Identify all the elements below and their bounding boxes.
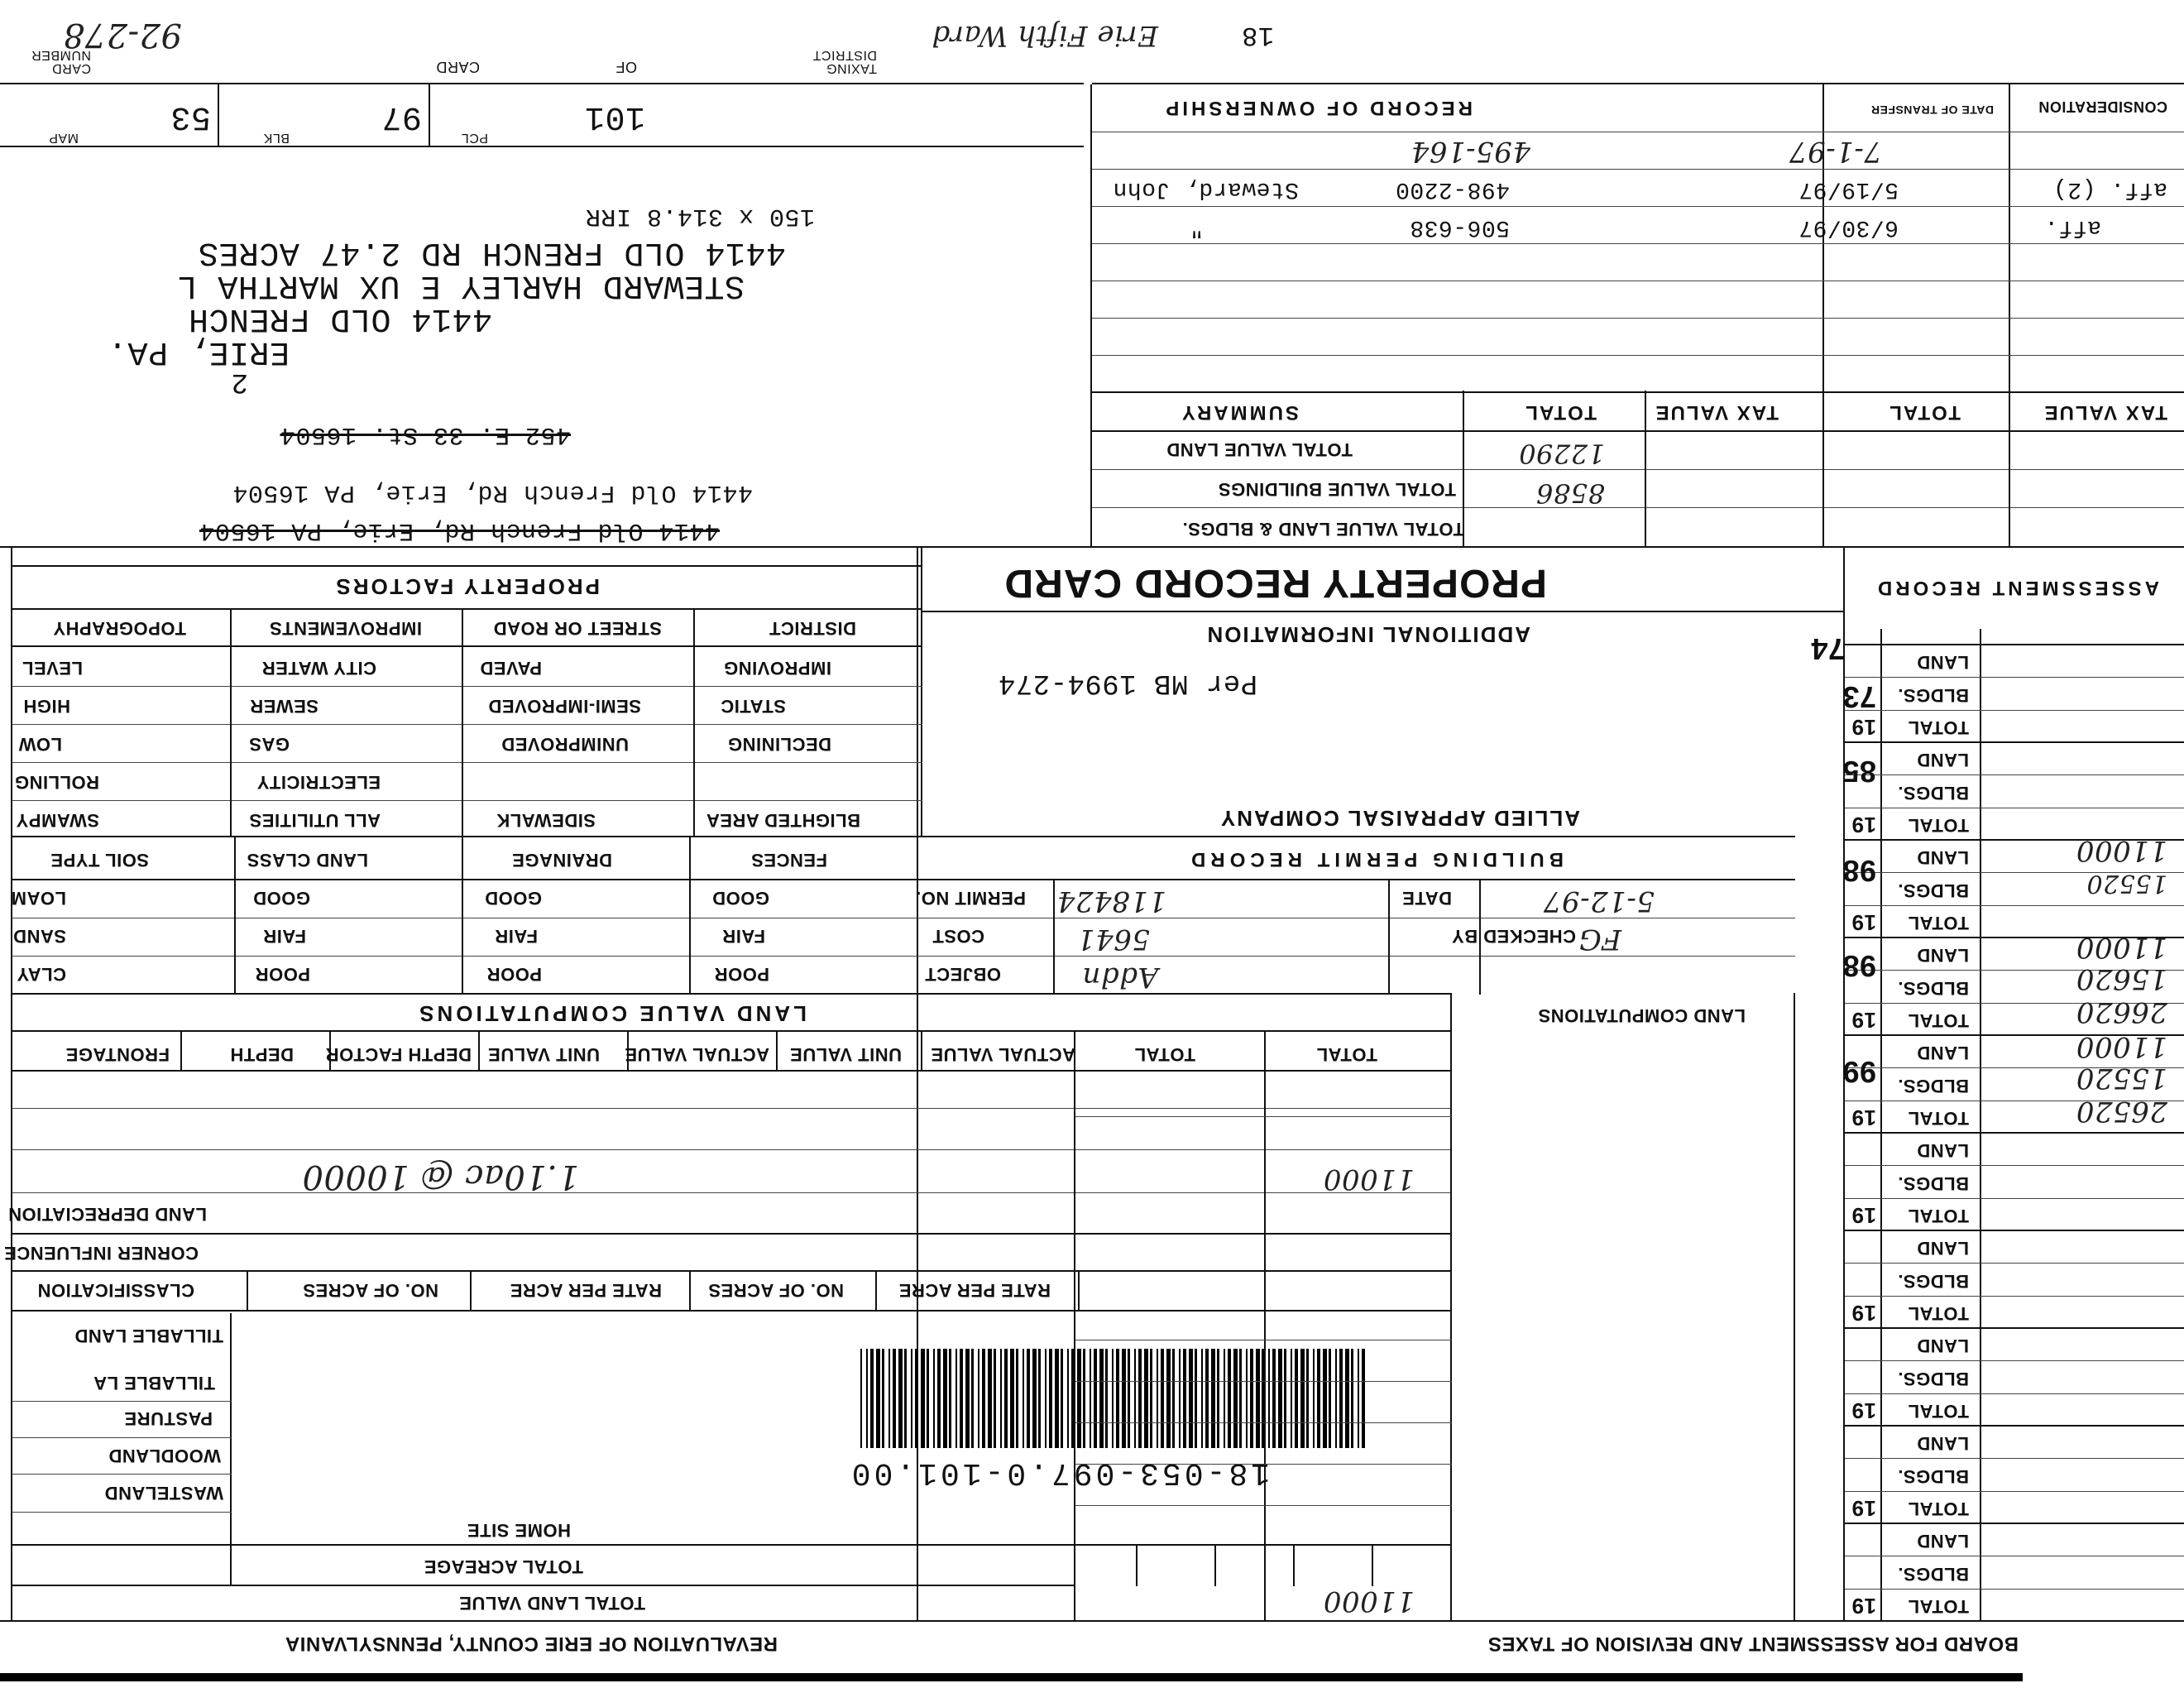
row-line	[1075, 1505, 1452, 1506]
checked-by-value: FG	[1578, 923, 1621, 956]
card-number-label: CARD NUMBER	[31, 48, 91, 75]
cost-label: COST	[932, 926, 984, 947]
address-line-1: 4414 OLD FRENCH RD 2.47 ACRES	[198, 233, 786, 271]
row-line	[0, 83, 1084, 84]
assess-98b-bldgs: 15520	[2086, 869, 2167, 898]
object-value: Addn	[1082, 961, 1158, 994]
additional-info-text: Per MB 1994-274	[998, 667, 1257, 698]
assessment-row-line	[1845, 1263, 2184, 1264]
row-line	[12, 1544, 1452, 1546]
row-line	[12, 1401, 232, 1402]
assessment-row-line	[1845, 774, 2184, 775]
actual-value-header-2: ACTUAL VALUE	[930, 1044, 1075, 1065]
row-line	[12, 686, 922, 687]
summary-row-land: TOTAL VALUE LAND	[1166, 439, 1353, 460]
owner-row-0-date: 7-1-97	[1789, 135, 1882, 168]
col-line	[1078, 1272, 1080, 1312]
summary-tax-header: TAX VALUE	[1654, 401, 1779, 424]
street-header: STREET OR ROAD	[493, 618, 662, 639]
assessment-year-prefix: 19	[1851, 1594, 1876, 1618]
of-label: OF	[615, 59, 637, 75]
col-line	[234, 837, 236, 995]
fair-3: FAIR	[721, 926, 765, 947]
row-line	[1075, 1116, 1452, 1117]
col-line	[230, 1313, 232, 1586]
summary-total-header: TOTAL	[1524, 401, 1597, 424]
fences-header: FENCES	[750, 850, 827, 870]
frame-line	[0, 1620, 2184, 1622]
static-label: STATIC	[720, 696, 786, 717]
assessment-row-label: LAND	[1916, 1531, 1969, 1552]
assessment-row-line	[1845, 1165, 2184, 1166]
assess-98b-land: 11000	[2076, 834, 2167, 867]
blighted-area-label: BLIGHTED AREA	[706, 810, 860, 831]
wasteland-label: WASTELAND	[104, 1483, 223, 1503]
land-value-computations-title: LAND VALUE COMPUTATIONS	[416, 1001, 807, 1026]
row-line	[918, 879, 1795, 880]
address-line-5: 2	[231, 366, 248, 397]
unit-value-header-2: UNIT VALUE	[789, 1044, 902, 1065]
col-line	[689, 1272, 691, 1312]
total-land-value: 11000	[1323, 1585, 1415, 1618]
sand-label: SAND	[12, 926, 66, 947]
assessment-row-label: LAND	[1916, 847, 1969, 869]
assessment-row-label: LAND	[1916, 1433, 1969, 1455]
assessment-row-label: LAND	[1916, 1238, 1969, 1259]
assess-98a-bldgs: 15620	[2076, 962, 2167, 995]
land-depreciation-label: LAND DEPRECIATION	[7, 1204, 207, 1225]
assessment-row-label: BLDGS.	[1897, 1563, 1969, 1585]
revaluation-title: REVALUATION OF ERIE COUNTY, PENNSYLVANIA	[285, 1633, 778, 1655]
land-computations-title: LAND COMPUTATIONS	[1538, 1005, 1746, 1026]
land-class-header: LAND CLASS	[247, 850, 368, 870]
low-label: LOW	[18, 734, 62, 755]
assessment-row-label: BLDGS.	[1897, 880, 1969, 901]
row-line	[12, 1149, 1452, 1150]
col-line	[180, 1032, 182, 1072]
depth-factor-header: DEPTH FACTOR	[325, 1044, 472, 1065]
assessment-row-line	[1845, 1198, 2184, 1199]
col-line	[429, 84, 430, 147]
sewer-label: SEWER	[249, 696, 318, 717]
allied-appraisal: ALLIED APPRAISAL COMPANY	[1219, 806, 1580, 831]
col-line	[627, 1032, 629, 1072]
property-factors-title: PROPERTY FACTORS	[333, 574, 600, 599]
col-line	[1980, 629, 1981, 1622]
assessment-year-prefix: 19	[1851, 1008, 1876, 1033]
actual-value-header: ACTUAL VALUE	[624, 1044, 769, 1065]
row-line	[12, 836, 1795, 837]
assess-98a-land: 11000	[2076, 931, 2167, 964]
assessment-block-line	[1845, 644, 2184, 645]
row-line	[12, 565, 922, 567]
pcl-label: PCL	[461, 131, 488, 145]
assessment-block-line	[1845, 1230, 2184, 1231]
map-value: 53	[170, 98, 211, 135]
assessment-block-line	[1845, 1327, 2184, 1329]
row-line	[12, 762, 922, 763]
assessment-row-label: BLDGS.	[1897, 1270, 1969, 1292]
col-line	[1053, 879, 1055, 995]
permit-no-value: 118424	[1056, 885, 1166, 918]
col-line	[1388, 879, 1390, 995]
assessment-row-label: BLDGS.	[1897, 1172, 1969, 1194]
col-line	[1293, 1545, 1295, 1586]
woodland-label: WOODLAND	[108, 1446, 221, 1466]
row-line	[12, 1192, 1452, 1193]
assessment-row-label: BLDGS.	[1897, 782, 1969, 803]
blk-label: BLK	[263, 131, 290, 145]
building-permit-title: BUILDING PERMIT RECORD	[1186, 848, 1564, 870]
owner-row-1-date: 5/19/97	[1798, 176, 1899, 202]
assessment-row-line	[1845, 1589, 2184, 1590]
date-value: 5-12-97	[1543, 885, 1655, 918]
row-line	[1092, 469, 2184, 470]
swampy-label: SWAMPY	[16, 810, 99, 831]
assessment-row-label: TOTAL	[1908, 913, 1969, 933]
poor-2: POOR	[486, 964, 542, 985]
owner-row-1-name: Steward, John	[1113, 176, 1299, 202]
assess-99-total: 26520	[2076, 1095, 2167, 1128]
electricity-label: ELECTRICITY	[256, 772, 381, 793]
unit-value-header: UNIT VALUE	[487, 1044, 600, 1065]
assessment-row-label: TOTAL	[1908, 1596, 1969, 1617]
cost-value: 5641	[1076, 923, 1150, 956]
loam-label: LOAM	[11, 888, 66, 909]
map-label: MAP	[48, 131, 79, 145]
row-line	[12, 724, 922, 725]
assessment-record-title: ASSESSMENT RECORD	[1874, 577, 2159, 599]
improvements-header: IMPROVEMENTS	[269, 618, 422, 639]
total-acreage-label: TOTAL ACREAGE	[424, 1556, 583, 1577]
col-line	[1794, 993, 1795, 1622]
declining-label: DECLINING	[727, 734, 831, 755]
assessment-block-line	[1845, 1425, 2184, 1427]
year-mark-74: 74	[1810, 632, 1845, 666]
assessment-block-line	[1845, 1523, 2184, 1524]
assessment-row-line	[1845, 1393, 2184, 1394]
owner-row-2-date: 6/30/97	[1798, 214, 1899, 240]
row-line	[1092, 430, 2184, 432]
col-line	[478, 1032, 480, 1072]
summary-row-buildings: TOTAL VALUE BUILDINGS	[1218, 479, 1456, 500]
col-line	[462, 837, 463, 995]
address-line-0: 150 x 314.8 IRR	[585, 202, 815, 230]
assessment-row-label: LAND	[1916, 1140, 1969, 1162]
owner-row-1-note: aff. (2)	[2052, 176, 2167, 202]
row-line	[1092, 391, 2184, 393]
summary-buildings-value: 8586	[1535, 477, 1605, 509]
depth-header: DEPTH	[229, 1044, 294, 1065]
assessment-row-label: TOTAL	[1908, 1206, 1969, 1226]
assessment-year-prefix: 19	[1851, 813, 1876, 837]
date-label: DATE	[1401, 888, 1452, 909]
assessment-row-label: TOTAL	[1908, 1303, 1969, 1324]
row-line	[1092, 507, 2184, 508]
summary-total-header-2: TOTAL	[1888, 401, 1961, 424]
col-line	[689, 837, 691, 995]
assessment-row-label: BLDGS.	[1897, 977, 1969, 999]
total-land-value-label: TOTAL LAND VALUE	[458, 1593, 645, 1614]
pcl-value: 101	[584, 98, 645, 135]
classification-header: CLASSIFICATION	[37, 1280, 194, 1301]
assessment-block-line	[1845, 741, 2184, 743]
permit-no-label: PERMIT NO.	[915, 888, 1026, 909]
col-line	[921, 548, 922, 837]
row-line	[12, 1270, 1452, 1272]
acres-header: NO. OF ACRES	[302, 1280, 438, 1301]
row-line	[12, 1474, 232, 1475]
assessment-year-prefix: 19	[1851, 910, 1876, 935]
district-number: 18	[1241, 20, 1274, 50]
col-line	[230, 610, 232, 837]
col-line	[1090, 84, 1092, 548]
assess-98a-total: 26620	[2076, 995, 2167, 1029]
row-line	[12, 1585, 1075, 1586]
row-line	[1075, 1464, 1452, 1465]
col-line	[693, 610, 695, 837]
rate-header-2: RATE PER ACRE	[898, 1280, 1051, 1301]
rate-header: RATE PER ACRE	[510, 1280, 662, 1301]
col-line	[470, 1272, 472, 1312]
assessment-year-prefix: 19	[1851, 1398, 1876, 1423]
parcel-number: 18-053-097.0-101.00	[848, 1455, 1270, 1490]
fair-1: FAIR	[262, 926, 306, 947]
good-1: GOOD	[252, 888, 310, 909]
row-line	[12, 608, 922, 610]
assessment-row-label: TOTAL	[1908, 717, 1969, 738]
district-header: DISTRICT	[769, 618, 856, 639]
high-label: HIGH	[23, 696, 70, 717]
row-line	[1092, 318, 2184, 319]
sidewalk-label: SIDEWALK	[496, 810, 596, 831]
col-line	[1214, 1545, 1216, 1586]
col-line	[2009, 84, 2010, 548]
row-line	[12, 1437, 232, 1438]
gas-label: GAS	[248, 734, 290, 755]
year-mark-99: 99	[1842, 1055, 1876, 1089]
blk-value: 97	[381, 98, 422, 135]
assessment-row-line	[1845, 1458, 2184, 1459]
row-line	[918, 956, 1795, 957]
summary-land-value: 12290	[1518, 438, 1605, 469]
year-mark-98b: 98	[1842, 854, 1876, 888]
card-title: PROPERTY RECORD CARD	[1003, 561, 1547, 605]
assessment-row-line	[1845, 677, 2184, 678]
soil-type-header: SOIL TYPE	[50, 850, 149, 870]
row-line	[12, 645, 922, 647]
pasture-label: PASTURE	[124, 1408, 213, 1429]
assessment-block-line	[1845, 1132, 2184, 1134]
row-line	[1092, 83, 2184, 84]
taxing-district-label: TAXING DISTRICT	[812, 48, 877, 75]
col-line	[1372, 1545, 1373, 1586]
assessment-row-label: LAND	[1916, 1043, 1969, 1064]
board-title: BOARD FOR ASSESSMENT AND REVISION OF TAXES	[1487, 1633, 2019, 1655]
year-mark-85: 85	[1842, 755, 1876, 789]
year-mark-98a: 98	[1842, 949, 1876, 983]
frame-line	[0, 546, 2184, 548]
object-label: OBJECT	[924, 964, 1001, 985]
col-line	[247, 1272, 248, 1312]
col-line	[1463, 391, 1464, 548]
row-line	[1092, 243, 2184, 244]
col-line	[1264, 1032, 1266, 1622]
total-header-2: TOTAL	[1316, 1044, 1377, 1065]
assess-99-bldgs: 15520	[2076, 1062, 2167, 1095]
col-line	[1074, 1032, 1075, 1622]
row-line	[1075, 1422, 1452, 1423]
assessment-row-label: TOTAL	[1908, 1010, 1969, 1031]
file-number: 92-278	[63, 16, 182, 54]
row-line	[12, 993, 1452, 995]
all-utilities-label: ALL UTILITIES	[249, 810, 381, 831]
date-of-transfer-label: DATE OF TRANSFER	[1870, 103, 1994, 117]
home-site-label: HOME SITE	[467, 1520, 571, 1541]
row-line	[12, 1070, 1452, 1072]
assessment-row-label: TOTAL	[1908, 1499, 1969, 1519]
row-line	[12, 879, 918, 880]
address-old: 452 E. 33 St. 16504	[280, 420, 571, 448]
assessment-row-label: BLDGS.	[1897, 1075, 1969, 1096]
topography-header: TOPOGRAPHY	[52, 618, 186, 639]
acres-header-2: NO. OF ACRES	[707, 1280, 844, 1301]
summary-row-land-bldgs: TOTAL VALUE LAND & BLDGS.	[1182, 519, 1464, 539]
assessment-row-label: BLDGS.	[1897, 1368, 1969, 1389]
col-line	[921, 1032, 922, 1072]
address-struck: 4414 Old French Rd, Erie, PA 16504	[199, 516, 720, 544]
owner-row-1-book: 498-2200	[1395, 176, 1510, 202]
col-line	[1479, 879, 1481, 995]
col-line	[776, 1032, 778, 1072]
col-line	[875, 1272, 877, 1312]
tillable-la-label: TILLABLE LA	[93, 1373, 215, 1393]
total-header: TOTAL	[1134, 1044, 1195, 1065]
assessment-row-line	[1845, 1296, 2184, 1297]
row-line	[922, 611, 1845, 612]
parcel-barcode	[860, 1349, 1365, 1448]
land-depreciation-value: 11000	[1323, 1163, 1415, 1196]
assessment-row-label: LAND	[1916, 750, 1969, 771]
corner-influence-label: CORNER INFLUENCE	[3, 1243, 199, 1264]
clay-label: CLAY	[17, 964, 66, 985]
col-line	[1880, 629, 1882, 1622]
assessment-year-prefix: 19	[1851, 715, 1876, 740]
col-line	[1450, 995, 1452, 1622]
frame-line	[11, 548, 12, 1622]
assessment-row-line	[1845, 710, 2184, 711]
ward-value: Erie Fifth Ward	[931, 19, 1158, 52]
row-line	[1092, 355, 2184, 356]
additional-info-title: ADDITIONAL INFORMATION	[1205, 622, 1530, 647]
city-water-label: CITY WATER	[261, 658, 376, 679]
address-line-2: STEWARD HARLEY E UX MARTHA L	[176, 266, 745, 304]
ownership-title: RECORD OF OWNERSHIP	[1162, 97, 1473, 119]
tillable-land-label: TILLABLE LAND	[74, 1326, 223, 1346]
col-line	[218, 84, 219, 147]
col-line	[329, 1032, 331, 1072]
good-2: GOOD	[484, 888, 542, 909]
row-line	[0, 146, 1084, 147]
address-line-3: 4414 OLD FRENCH	[188, 300, 492, 337]
row-line	[12, 1233, 1452, 1235]
owner-row-2-book: 506-638	[1409, 214, 1510, 240]
rolling-label: ROLLING	[14, 772, 99, 793]
row-line	[12, 1108, 1452, 1109]
card-label: CARD	[435, 59, 480, 75]
assessment-row-label: TOTAL	[1908, 1108, 1969, 1129]
address-current: 4414 Old French Rd, Erie, PA 16504	[232, 478, 753, 506]
good-3: GOOD	[711, 888, 769, 909]
col-line	[1136, 1545, 1138, 1586]
assessment-row-label: BLDGS.	[1897, 684, 1969, 706]
assessment-row-label: BLDGS.	[1897, 1465, 1969, 1487]
assessment-row-label: TOTAL	[1908, 1401, 1969, 1422]
assess-99-land-value: 11000	[2076, 1030, 2167, 1063]
summary-tax-header-2: TAX VALUE	[2043, 401, 2167, 424]
assessment-row-label: LAND	[1916, 945, 1969, 966]
owner-row-0-book: 495-164	[1410, 135, 1530, 168]
row-line	[12, 1512, 232, 1513]
poor-3: POOR	[714, 964, 769, 985]
assessment-row-line	[1845, 1491, 2184, 1492]
row-line	[12, 956, 918, 957]
semi-improved-label: SEMI-IMPROVED	[488, 696, 641, 717]
consideration-label: CONSIDERATION	[2038, 98, 2167, 115]
assessment-row-label: LAND	[1916, 652, 1969, 674]
col-line	[462, 610, 463, 837]
assessment-row-label: LAND	[1916, 1336, 1969, 1357]
poor-1: POOR	[255, 964, 310, 985]
assessment-year-prefix: 19	[1851, 1496, 1876, 1521]
row-line	[1092, 169, 2184, 170]
frontage-header: FRONTAGE	[65, 1044, 170, 1065]
checked-by-label: CHECKED BY	[1451, 926, 1576, 947]
assessment-year-prefix: 19	[1851, 1203, 1876, 1228]
assessment-row-label: TOTAL	[1908, 815, 1969, 836]
row-line	[1092, 206, 2184, 207]
address-line-4: ERIE, PA.	[107, 333, 290, 370]
assessment-row-line	[1845, 1360, 2184, 1361]
owner-row-2-note: aff.	[2043, 214, 2101, 240]
row-line	[1075, 1381, 1452, 1382]
paved-label: PAVED	[479, 658, 542, 679]
improving-label: IMPROVING	[723, 658, 831, 679]
col-line	[1645, 391, 1646, 548]
assessment-row-line	[1845, 905, 2184, 906]
handwritten-calculation: 1.10ac @ 10000	[302, 1158, 579, 1196]
row-line	[12, 1310, 1452, 1312]
unimproved-label: UNIMPROVED	[500, 734, 629, 755]
row-line	[12, 1030, 1452, 1032]
drainage-header: DRAINAGE	[511, 850, 612, 870]
year-mark-73: 73	[1842, 680, 1876, 714]
level-label: LEVEL	[22, 658, 83, 679]
assessment-year-prefix: 19	[1851, 1105, 1876, 1130]
owner-row-2-name: "	[1189, 214, 1204, 240]
summary-title: SUMMARY	[1179, 401, 1299, 424]
assessment-year-prefix: 19	[1851, 1301, 1876, 1326]
fair-2: FAIR	[494, 926, 538, 947]
top-bar	[0, 1673, 2023, 1681]
row-line	[12, 800, 922, 801]
